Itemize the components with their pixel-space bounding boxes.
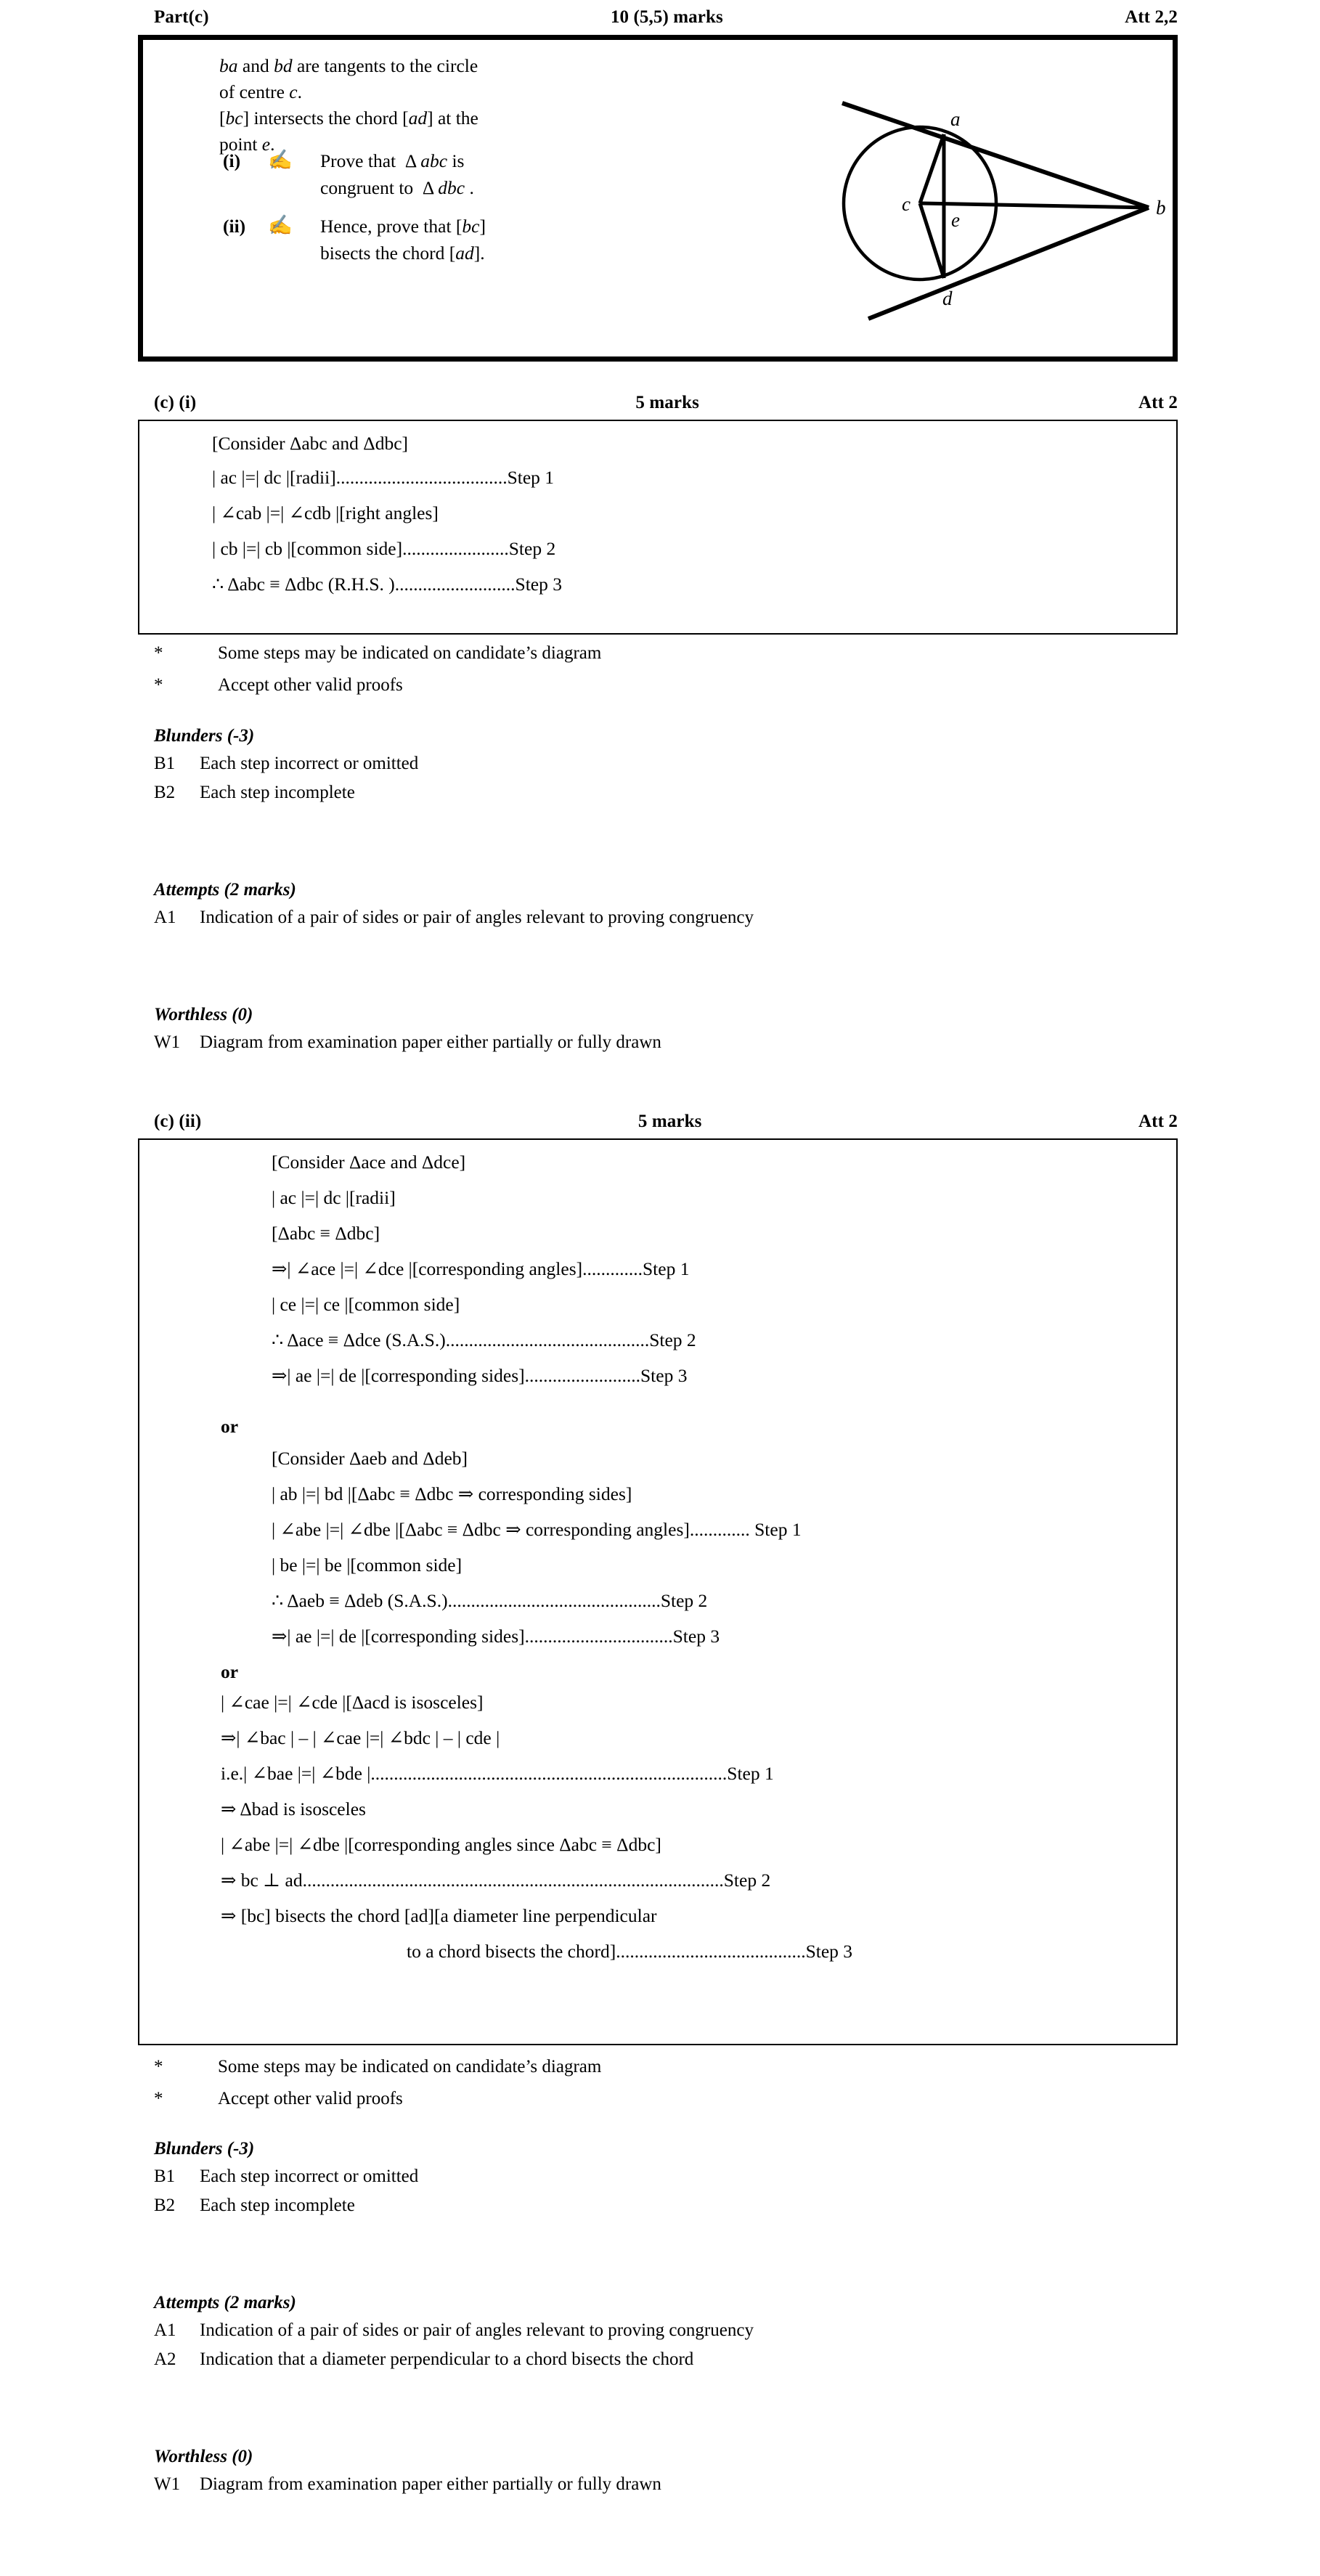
ci-note-1-text: Some steps may be indicated on candidate’s diagram <box>218 643 602 663</box>
cii-attempt-a1-code: A1 <box>154 2320 176 2340</box>
cii-worthless-title: Worthless (0) <box>154 2447 253 2466</box>
ci-blunder-b1-code: B1 <box>154 754 176 773</box>
asterisk-marker: * <box>154 675 163 695</box>
cii-note-1-text: Some steps may be indicated on candidate’s diagram <box>218 2057 602 2076</box>
ci-worthless-title: Worthless (0) <box>154 1005 253 1024</box>
diagram-label-b: b <box>1156 197 1166 219</box>
cii-m1-line-5: | ce |=| ce |[common side] <box>272 1294 460 1315</box>
question-line-2: of centre c. <box>219 81 302 102</box>
cii-worthless-w1-code: W1 <box>154 2474 181 2494</box>
cii-attempt-a1-text: Indication of a pair of sides or pair of angles relevant to proving congruency <box>200 2320 754 2340</box>
cii-m2-line-2: | ab |=| bd |[Δabc ≡ Δdbc ⇒ corresponding sides] <box>272 1483 632 1504</box>
ci-attempt-a1-code: A1 <box>154 908 176 927</box>
segment-ba: ba <box>219 55 238 76</box>
ci-blunder-b1-text: Each step incorrect or omitted <box>200 754 419 773</box>
cii-m3-line-1: | ∠cae |=| ∠cde |[Δacd is isosceles] <box>221 1692 484 1713</box>
cii-m3-line-7: ⇒ [bc] bisects the chord [ad][a diameter line perpendicular <box>221 1905 657 1926</box>
ci-line-3: | ∠cab |=| ∠cdb |[right angles] <box>212 502 439 523</box>
segment-and: and <box>242 55 269 76</box>
cii-m1-line-2: | ac |=| dc |[radii] <box>272 1187 396 1208</box>
ci-attempts-title: Attempts (2 marks) <box>154 880 296 900</box>
cii-m2-line-3: | ∠abe |=| ∠dbe |[Δabc ≡ Δdbc ⇒ corresponding angles]............. Step 1 <box>272 1519 802 1540</box>
asterisk-marker: * <box>154 2057 163 2076</box>
asterisk-marker: * <box>154 643 163 663</box>
answer-box-cii <box>138 1138 1178 2045</box>
question-line-1 <box>219 53 597 79</box>
section-cii-att: Att 2 <box>1138 1112 1178 1131</box>
ci-line-5: ∴ Δabc ≡ Δdbc (R.H.S. )..........................Step 3 <box>212 574 562 595</box>
cii-m2-line-6: ⇒| ae |=| de |[corresponding sides]................................Step 3 <box>272 1626 720 1647</box>
section-ci-marks: 5 marks <box>635 393 699 412</box>
cii-or-label-2: or <box>221 1661 239 1682</box>
cii-m3-line-4: ⇒ Δbad is isosceles <box>221 1798 366 1819</box>
section-cii-header-row <box>154 1112 1178 1132</box>
part-header-row <box>154 7 1178 28</box>
question-item-i <box>223 147 630 201</box>
question-item-ii <box>223 213 630 266</box>
section-cii-marks: 5 marks <box>637 1112 702 1131</box>
cii-attempts-title: Attempts (2 marks) <box>154 2293 296 2312</box>
diagram-label-d: d <box>942 288 953 309</box>
circle-tangents-diagram <box>836 65 1170 356</box>
section-ci-header-row <box>154 393 1178 413</box>
segment-bd: bd <box>274 55 293 76</box>
cii-m1-line-4: ⇒| ∠ace |=| ∠dce |[corresponding angles].............Step 1 <box>272 1258 690 1279</box>
ci-worthless-w1-text: Diagram from examination paper either partially or fully drawn <box>200 1032 661 1052</box>
ci-attempt-a1-text: Indication of a pair of sides or pair of angles relevant to proving congruency <box>200 908 754 927</box>
ci-note-2-text: Accept other valid proofs <box>218 675 403 695</box>
question-line-4: point e. <box>219 134 275 155</box>
cii-blunder-b1-code: B1 <box>154 2167 176 2186</box>
cii-m1-line-6: ∴ Δace ≡ Δdce (S.A.S.)............................................Step 2 <box>272 1329 696 1350</box>
ci-blunder-b2-code: B2 <box>154 783 176 802</box>
cii-attempt-a2-text: Indication that a diameter perpendicular to a chord bisects the chord <box>200 2349 694 2369</box>
ci-blunder-b2-text: Each step incomplete <box>200 783 355 802</box>
ci-line-2: | ac |=| dc |[radii].....................................Step 1 <box>212 467 555 488</box>
cii-blunder-b2-code: B2 <box>154 2196 176 2215</box>
ci-blunders-title: Blunders (-3) <box>154 726 255 746</box>
ci-line-1: [Consider Δabc and Δdbc] <box>212 433 409 454</box>
part-label: Part(c) <box>154 7 209 27</box>
cii-m1-line-1: [Consider Δace and Δdce] <box>272 1152 466 1173</box>
cii-note-2-text: Accept other valid proofs <box>218 2089 403 2108</box>
answer-box-ci <box>138 420 1178 635</box>
section-ci-att: Att 2 <box>1138 393 1178 412</box>
diagram-label-e: e <box>951 209 960 231</box>
cii-blunder-b2-text: Each step incomplete <box>200 2196 355 2215</box>
item-ii-text: Hence, prove that [bc] bisects the chord [ad]. <box>320 216 486 264</box>
diagram-label-a: a <box>950 108 961 130</box>
cii-m2-line-4: | be |=| be |[common side] <box>272 1554 463 1576</box>
cii-blunder-b1-text: Each step incorrect or omitted <box>200 2167 419 2186</box>
cii-m3-line-5: | ∠abe |=| ∠dbe |[corresponding angles since Δabc ≡ Δdbc] <box>221 1834 661 1855</box>
asterisk-marker: * <box>154 2089 163 2108</box>
cii-m1-line-3: [Δabc ≡ Δdbc] <box>272 1223 380 1244</box>
cii-attempt-a2-code: A2 <box>154 2349 176 2369</box>
ci-line-4: | cb |=| cb |[common side].......................Step 2 <box>212 538 556 559</box>
section-cii-label: (c) (ii) <box>154 1112 202 1131</box>
diagram-label-c: c <box>902 193 910 215</box>
cii-m3-line-3: i.e.| ∠bae |=| ∠bde |.............................................................................Step 1 <box>221 1763 774 1784</box>
cii-m3-line-2: ⇒| ∠bac | – | ∠cae |=| ∠bdc | – | cde | <box>221 1727 500 1748</box>
segment-tangents: are tangents to the circle <box>296 55 478 76</box>
cii-m2-line-5: ∴ Δaeb ≡ Δdeb (S.A.S.)..............................................Step 2 <box>272 1590 708 1611</box>
cii-m3-line-8: to a chord bisects the chord].........................................Step 3 <box>407 1941 853 1962</box>
ci-worthless-w1-code: W1 <box>154 1032 181 1052</box>
question-box <box>138 35 1178 362</box>
part-marks: 10 (5,5) marks <box>610 7 723 27</box>
cii-m1-line-7: ⇒| ae |=| de |[corresponding sides].........................Step 3 <box>272 1365 688 1386</box>
item-roman-ii: (ii) <box>223 216 246 237</box>
cii-or-label-1: or <box>221 1416 239 1437</box>
cii-blunders-title: Blunders (-3) <box>154 2139 255 2159</box>
pencil-writing-icon: ✍ <box>268 149 293 171</box>
question-line-3: [bc] intersects the chord [ad] at the <box>219 107 478 129</box>
item-roman-i: (i) <box>223 150 241 171</box>
cii-m2-line-1: [Consider Δaeb and Δdeb] <box>272 1448 468 1469</box>
question-statement <box>219 53 597 158</box>
section-ci-label: (c) (i) <box>154 393 197 412</box>
item-i-text: Prove that Δ abc is congruent to Δ dbc . <box>320 150 474 198</box>
pencil-writing-icon: ✍ <box>268 214 293 236</box>
cii-m3-line-6: ⇒ bc ⊥ ad...........................................................................................Step 2 <box>221 1870 771 1891</box>
cii-worthless-w1-text: Diagram from examination paper either partially or fully drawn <box>200 2474 661 2494</box>
part-att: Att 2,2 <box>1125 7 1178 27</box>
